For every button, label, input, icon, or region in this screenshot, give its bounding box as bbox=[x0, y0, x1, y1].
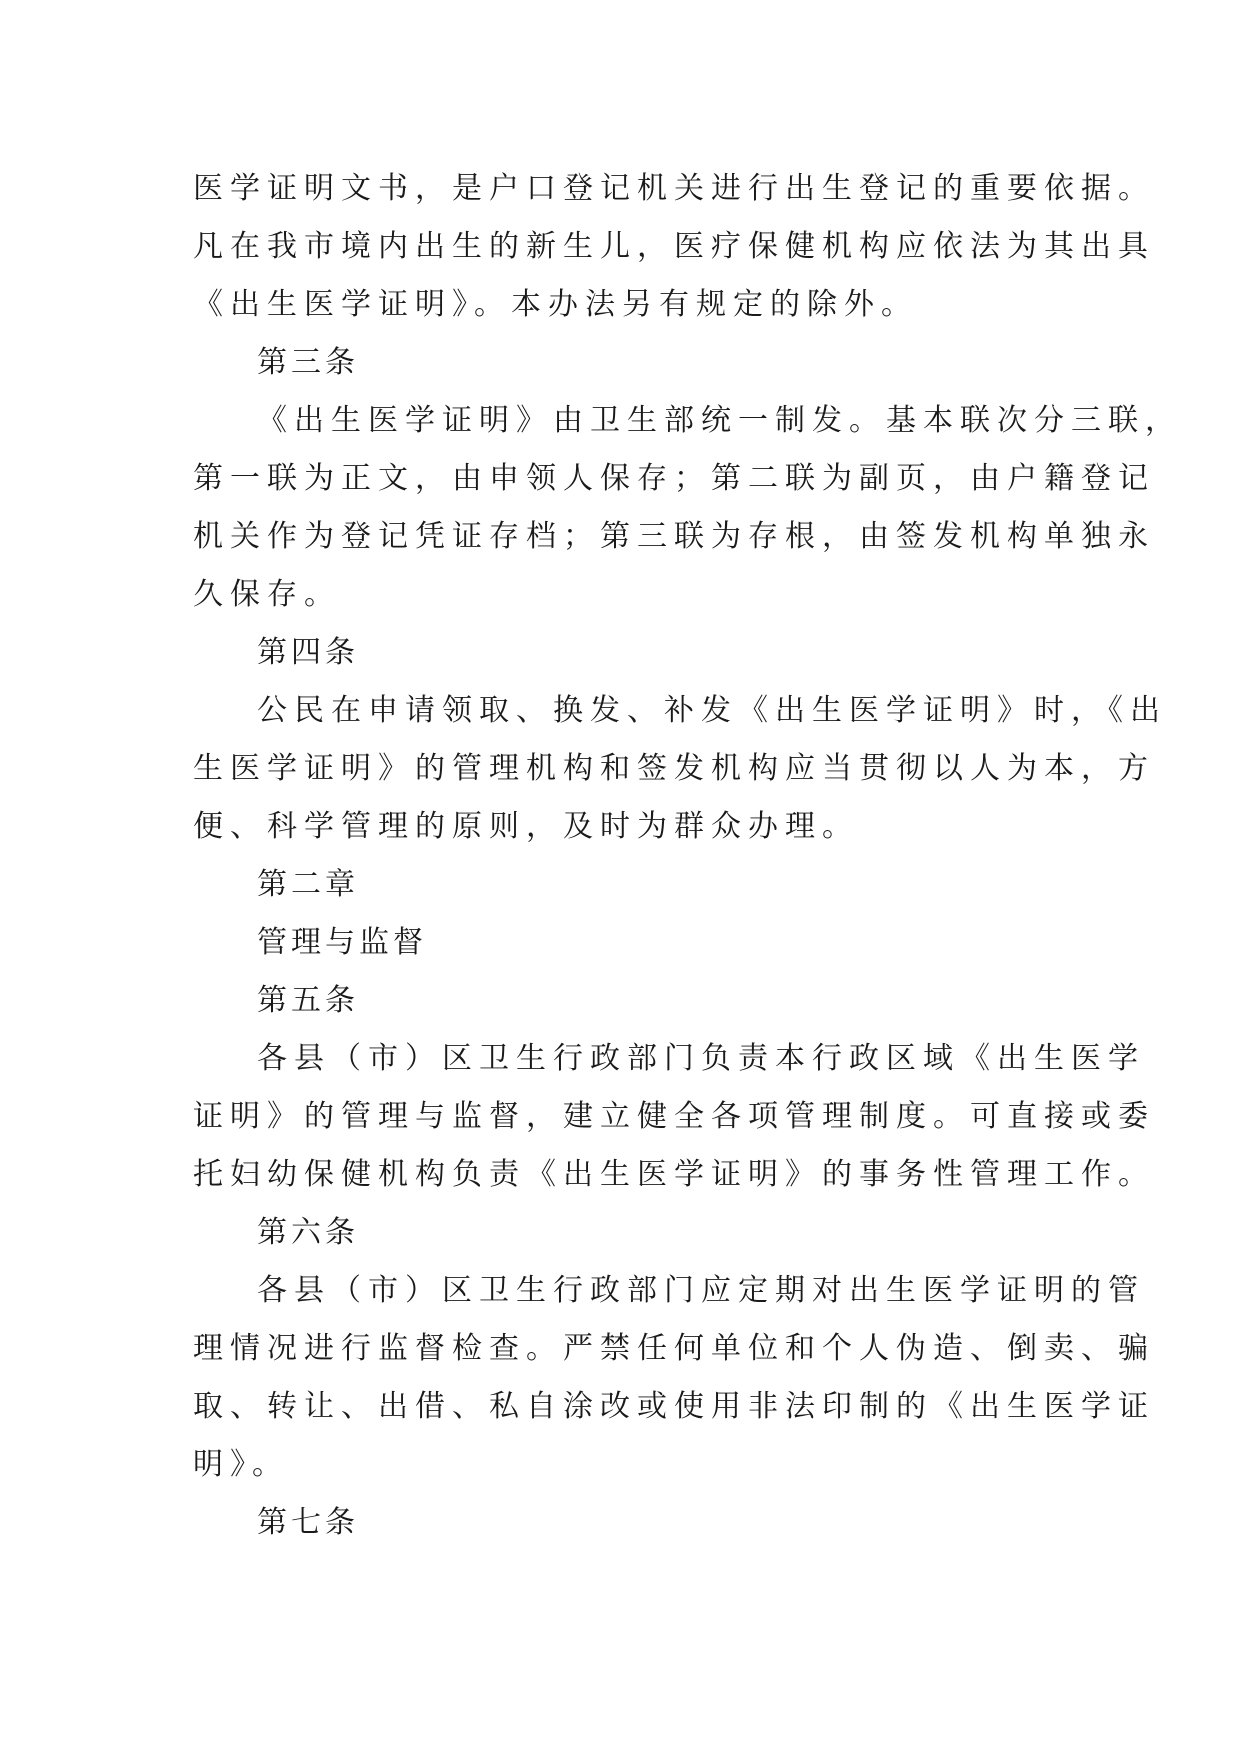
body-text-line: 托妇幼保健机构负责《出生医学证明》的事务性管理工作。 bbox=[193, 1157, 1155, 1192]
section-heading: 第四条 bbox=[257, 635, 359, 670]
section-heading: 第五条 bbox=[257, 983, 359, 1018]
body-text-line: 理情况进行监督检查。严禁任何单位和个人伪造、倒卖、骗 bbox=[193, 1331, 1155, 1366]
body-text-line: 生医学证明》的管理机构和签发机构应当贯彻以人为本，方 bbox=[193, 751, 1155, 786]
body-text-line: 久保存。 bbox=[193, 577, 341, 612]
body-text-line: 明》。 bbox=[193, 1447, 289, 1482]
section-heading: 第七条 bbox=[257, 1505, 359, 1540]
section-heading: 第二章 bbox=[257, 867, 359, 902]
body-text-line: 取、转让、出借、私自涂改或使用非法印制的《出生医学证 bbox=[193, 1389, 1155, 1424]
section-heading: 第六条 bbox=[257, 1215, 359, 1250]
body-text-line: 便、科学管理的原则，及时为群众办理。 bbox=[193, 809, 859, 844]
body-text-line: 《出生医学证明》由卫生部统一制发。基本联次分三联， bbox=[257, 403, 1182, 438]
section-heading: 第三条 bbox=[257, 345, 359, 380]
body-text-line: 证明》的管理与监督，建立健全各项管理制度。可直接或委 bbox=[193, 1099, 1155, 1134]
body-text-line: 第一联为正文，由申领人保存；第二联为副页，由户籍登记 bbox=[193, 461, 1155, 496]
body-text-line: 凡在我市境内出生的新生儿，医疗保健机构应依法为其出具 bbox=[193, 229, 1155, 264]
document-page bbox=[193, 160, 1182, 1552]
section-heading: 管理与监督 bbox=[257, 925, 427, 960]
body-text-line: 《出生医学证明》。本办法另有规定的除外。 bbox=[193, 287, 918, 322]
body-text-line: 机关作为登记凭证存档；第三联为存根，由签发机构单独永 bbox=[193, 519, 1155, 554]
body-text-line: 各县（市）区卫生行政部门负责本行政区域《出生医学 bbox=[257, 1041, 1145, 1076]
body-text-line: 医学证明文书，是户口登记机关进行出生登记的重要依据。 bbox=[193, 171, 1155, 206]
body-text-line: 各县（市）区卫生行政部门应定期对出生医学证明的管 bbox=[257, 1273, 1145, 1308]
body-text-line: 公民在申请领取、换发、补发《出生医学证明》时，《出 bbox=[257, 693, 1167, 728]
